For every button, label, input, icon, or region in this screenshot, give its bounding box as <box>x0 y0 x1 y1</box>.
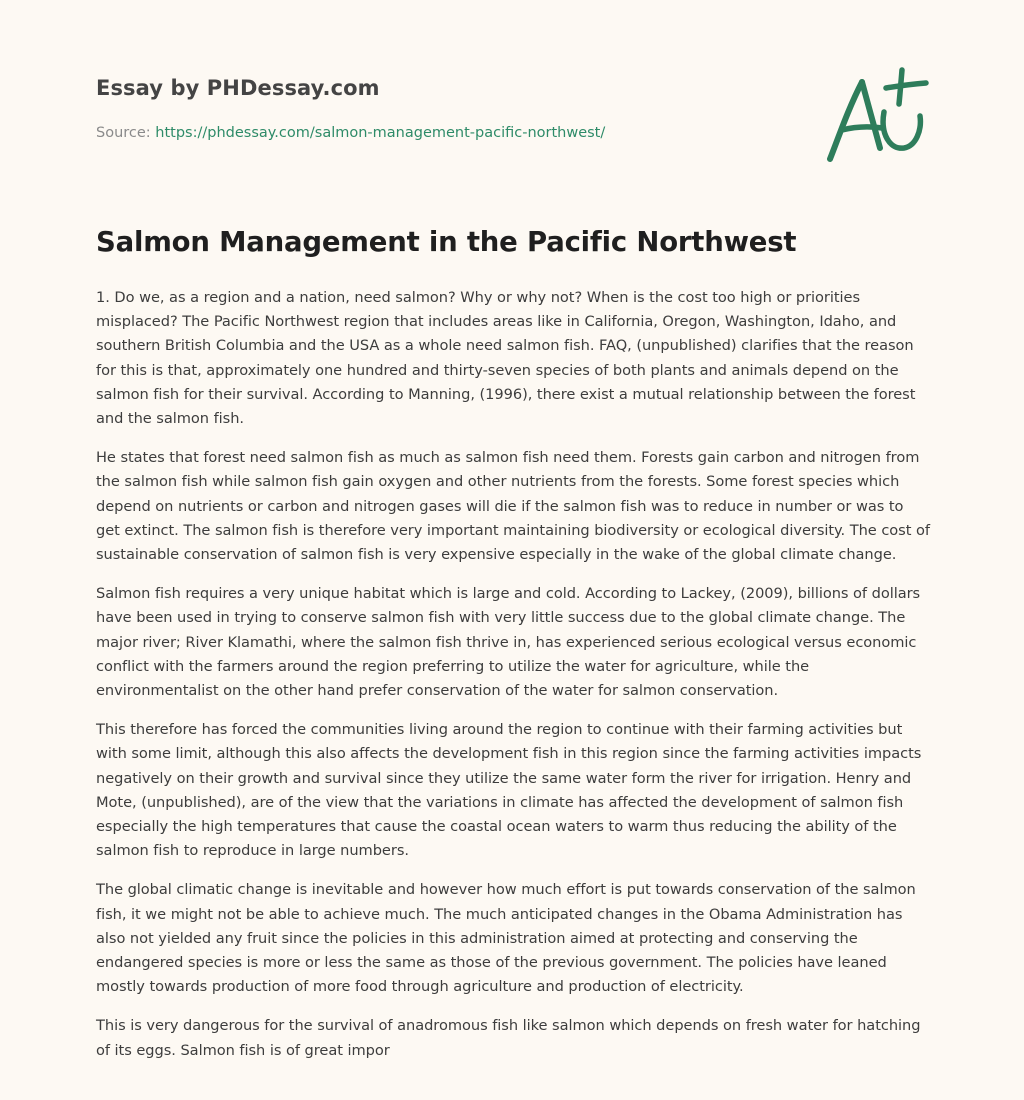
essay-paragraph: Salmon fish requires a very unique habitat which is large and cold. According to Lackey, (2009), billions of dollars have been used in trying to conserve salmon fish with very little success due to the global climate change. The major river; River Klamathi, where the salmon fish thrive in, has experienced serious ecological versus economic conflict with the farmers around the region preferring to utilize the water for agriculture, while the environmentalist on the other hand prefer conservation of the water for salmon conservation. <box>96 585 921 700</box>
essay-paragraph: 1. Do we, as a region and a nation, need salmon? Why or why not? When is the cost too high or priorities misplaced? The Pacific Northwest region that includes areas like in California, Oregon, Washington, Idaho, and southern British Columbia and the USA as a whole need salmon fish. FAQ, (unpublished) clarifies that the reason for this is that, approximately one hundred and thirty-seven species of both plants and animals depend on the salmon fish for their survival. According to Manning, (1996), there exist a mutual relationship between the forest and the salmon fish. <box>96 289 916 428</box>
brand-title: Essay by PHDessay.com <box>96 76 380 100</box>
source-link[interactable]: https://phdessay.com/salmon-management-pacific-northwest/ <box>155 125 606 141</box>
essay-header <box>96 76 796 141</box>
a-plus-grade-icon <box>818 64 933 168</box>
source-label: Source: <box>96 125 151 141</box>
essay-body <box>96 286 930 1078</box>
source-line <box>96 125 796 141</box>
essay-paragraph: The global climatic change is inevitable and however how much effort is put towards conservation of the salmon fish, it we might not be able to achieve much. The much anticipated changes in the Obama Administration has also not yielded any fruit since the policies in this administration aimed at protecting and conserving the endangered species is more or less the same as those of the previous government. The policies have leaned mostly towards production of more food through agriculture and production of electricity. <box>96 881 916 996</box>
essay-paragraph: This therefore has forced the communities living around the region to continue with their farming activities but with some limit, although this also affects the development fish in this region since the farming activities impacts negatively on their growth and survival since they utilize the same water form the river for irrigation. Henry and Mote, (unpublished), are of the view that the variations in climate has affected the development of salmon fish especially the high temperatures that cause the coastal ocean waters to warm thus reducing the ability of the salmon fish to reproduce in large numbers. <box>96 721 922 860</box>
essay-title: Salmon Management in the Pacific Northwest <box>96 226 797 258</box>
essay-paragraph: He states that forest need salmon fish as much as salmon fish need them. Forests gain carbon and nitrogen from the salmon fish while salmon fish gain oxygen and other nutrients from the forests. Some forest species which depend on nutrients or carbon and nitrogen gases will die if the salmon fish was to reduce in number or was to get extinct. The salmon fish is therefore very important maintaining biodiversity or ecological diversity. The cost of sustainable conservation of salmon fish is very expensive especially in the wake of the global climate change. <box>96 449 930 564</box>
essay-paragraph: This is very dangerous for the survival of anadromous fish like salmon which depends on fresh water for hatching of its eggs. Salmon fish is of great impor <box>96 1017 921 1059</box>
